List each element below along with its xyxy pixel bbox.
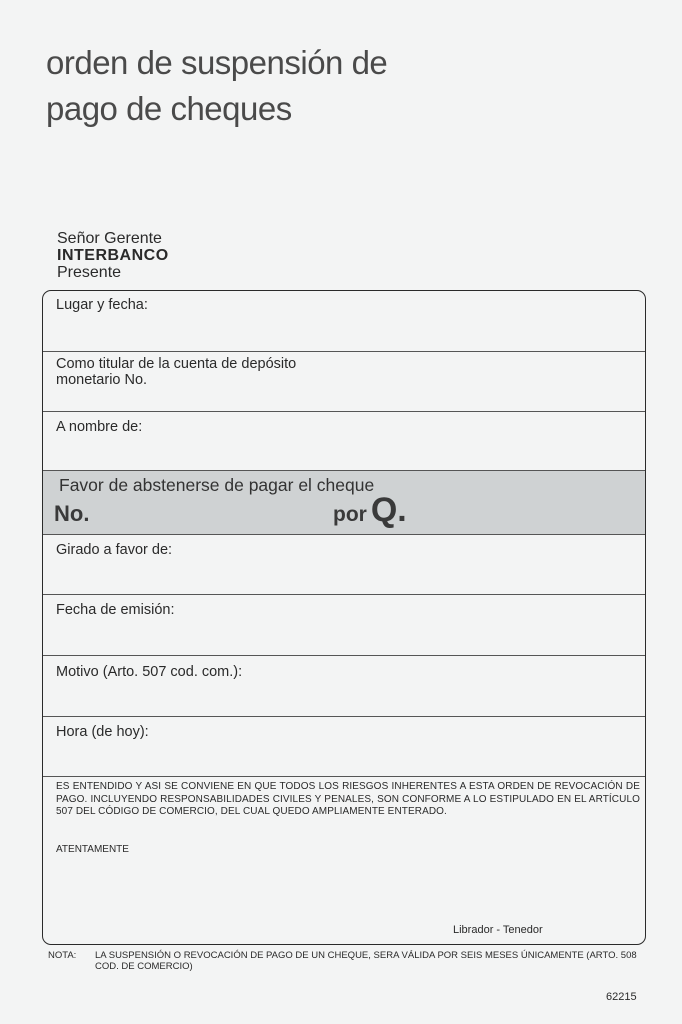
fecha-emision-label: Fecha de emisión: — [56, 602, 175, 618]
title-line-2: pago de cheques — [46, 90, 292, 127]
fecha-emision-field[interactable] — [43, 595, 645, 656]
signature-label: Librador - Tenedor — [453, 924, 543, 936]
lugar-fecha-label: Lugar y fecha: — [56, 297, 148, 313]
suspension-form — [42, 290, 646, 945]
abstenerse-label: Favor de abstenerse de pagar el cheque — [59, 475, 375, 495]
form-code: 62215 — [606, 991, 637, 1003]
cuenta-label — [56, 356, 296, 388]
cuenta-label-line-2: monetario No. — [56, 372, 148, 388]
nota-label: NOTA: — [48, 950, 77, 961]
addressee-salutation: Señor Gerente — [57, 230, 162, 247]
girado-field[interactable] — [43, 535, 645, 595]
quetzal-label: Q. — [370, 491, 407, 529]
por-label: por — [333, 503, 367, 526]
cheque-field[interactable] — [43, 471, 645, 535]
hora-field[interactable] — [43, 717, 645, 777]
addressee-bank: INTERBANCO — [57, 247, 169, 264]
atentamente-label: ATENTAMENTE — [56, 844, 129, 855]
cuenta-label-line-1: Como titular de la cuenta de depósito — [56, 356, 297, 372]
motivo-field[interactable] — [43, 656, 645, 717]
addressee-block — [57, 230, 169, 281]
cheque-no-label: No. — [54, 501, 90, 526]
title-line-1: orden de suspensión de — [46, 44, 388, 81]
page-title — [46, 40, 646, 132]
a-nombre-label: A nombre de: — [56, 419, 143, 435]
a-nombre-field[interactable] — [43, 412, 645, 471]
addressee-presente: Presente — [57, 264, 122, 281]
legal-text: ES ENTENDIDO Y ASI SE CONVIENE EN QUE TODOS LOS RIESGOS INHERENTES A ESTA ORDEN DE REVOCACIÓN DE PAGO. INCLUYENDO RESPONSABILIDADES CIVILES Y PENALES, SON CONFORME A LO ESTIPULADO EN EL ARTÍCULO 507 DEL CÓDIGO DE COMERCIO, DEL CUAL QUEDO AMPLIAMENTE ENTERADO. — [56, 781, 640, 817]
lugar-fecha-field[interactable] — [43, 291, 645, 352]
cuenta-field[interactable] — [43, 352, 645, 412]
motivo-label: Motivo (Arto. 507 cod. com.): — [56, 664, 243, 680]
nota-text: LA SUSPENSIÓN O REVOCACIÓN DE PAGO DE UN CHEQUE, SERA VÁLIDA POR SEIS MESES ÚNICAMENTE (ARTO. 508 COD. DE COMERCIO) — [95, 950, 637, 972]
hora-label: Hora (de hoy): — [56, 724, 149, 740]
amount-label — [333, 491, 407, 530]
girado-label: Girado a favor de: — [56, 542, 173, 558]
